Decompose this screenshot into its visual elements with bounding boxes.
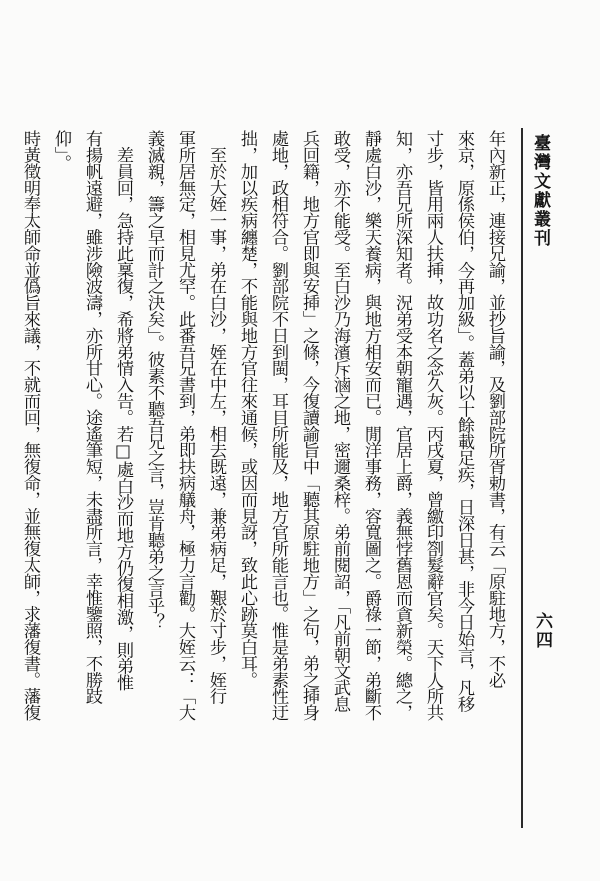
text-column-11: 軍所居無定，相見尤罕。此番吾兄書到，弟即扶病艤舟，極力言勸。大姪云：「大	[175, 130, 195, 721]
page-number: 六四	[532, 612, 552, 650]
text-column-6: 敢受，亦不能受。至白沙乃海濱斥滷之地，密邇桑梓。弟前閱詔，「凡前朝文武息	[330, 130, 350, 712]
text-column-7: 兵回籍，地方官即與安揷」之條，今復讀諭旨中「聽其原駐地方」之句，弟之揷身	[299, 130, 319, 721]
text-column-5: 靜處白沙，樂天養病，與地方相安而已。閒洋事務，容寬圖之。爵祿一節，弟斷不	[361, 130, 381, 721]
text-column-1: 年內新正，連接兄諭，並抄旨諭，及劉部院所胥勅書，有云「原駐地方，不必	[485, 130, 505, 688]
text-column-16: 時黃徵明奉太師命並僞旨來議，不就而回，無復命，並無復太師，求藩復書。藩復	[20, 130, 40, 721]
text-column-3: 寸步，皆用兩人扶挿，故功名之念久灰。丙戌夏，曾繳印劄髮辭官矣。天下人所共	[423, 130, 443, 721]
text-column-4: 知，亦吾兄所深知者。況弟受本朝寵遇，官居上爵，義無悖舊恩而貪新榮。總之，	[392, 130, 412, 721]
header-divider-rule	[521, 128, 523, 828]
text-column-12: 義滅親，籌之早而計之決矣」。彼素不聽吾兄之言，豈肯聽弟之言乎？	[144, 130, 164, 630]
text-column-13: 差員回，急持此稟復，希將弟情入告。若□處白沙而地方仍復相激，則弟惟	[113, 130, 133, 691]
text-column-15: 仰」。	[51, 130, 71, 171]
text-column-8: 處地，政相符合。劉部院不日到閩，耳目所能及，地方官所能言也。惟是弟素性迂	[268, 130, 288, 721]
text-column-14: 有揚帆遠避，雖涉險波濤，亦所甘心。途遙筆短，未盡所言，幸惟鑒照，不勝跂	[82, 130, 102, 705]
running-header-title: 臺灣文獻叢刊	[530, 134, 550, 248]
text-column-9: 拙，加以疾病纏楚，不能與地方官往來通候，或因而見訝，致此心跡莫白耳。	[237, 130, 257, 688]
text-column-2: 來京，原係侯伯，今再加級」。蓋弟以十餘載足疾，日深日甚，非今日始言，凡移	[454, 130, 474, 712]
text-column-10: 至於大姪一事，弟在白沙，姪在中左，相去既遠，兼弟病足，艱於寸步，姪行	[206, 130, 226, 705]
